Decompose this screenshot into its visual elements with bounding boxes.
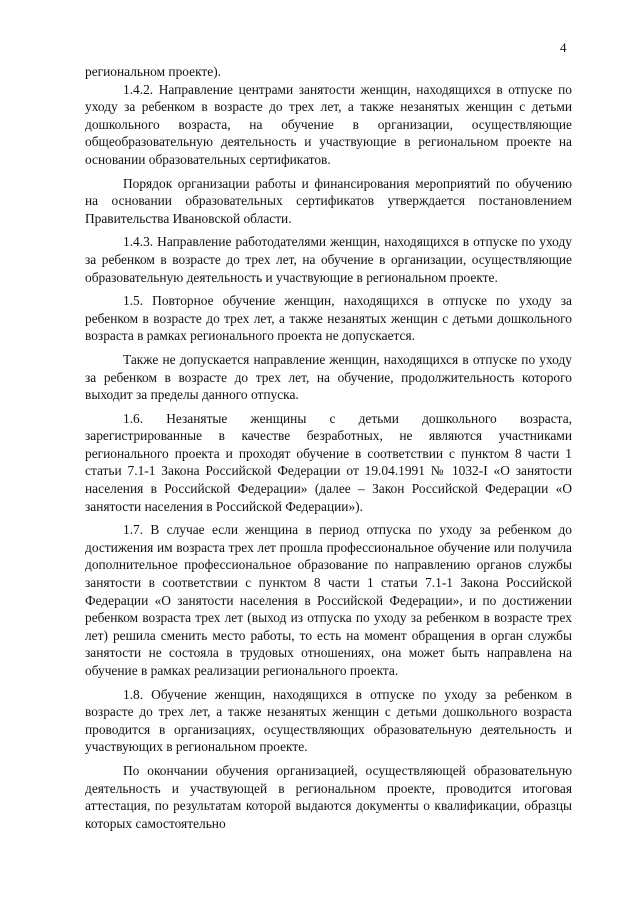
- paragraph-final-attestation: По окончании обучения организацией, осуществляющей образовательную деятельность и участвующей в региональном проекте, проводится итоговая аттестация, по результатам которой выдаются документы о квалификации, образцы которых самостоятельно: [85, 762, 572, 831]
- paragraph-1-7: 1.7. В случае если женщина в период отпуска по уходу за ребенком до достижения им возраста трех лет прошла профессиональное обучение или получила дополнительное профессиональное образование по направлению органов службы занятости в соответствии с пунктом 8 части 1 статьи 7.1-1 Закона Российской Федерации «О занятости населения в Российской Федерации», и по достижении ребенком возраста трех лет (выход из отпуска по уходу за ребенком в возрасте трех лет) решила сменить место работы, то есть на момент обращения в орган службы занятости не состояла в трудовых отношениях, она может быть направлена на обучение в рамках реализации регионального проекта.: [85, 522, 572, 678]
- page-number: 4: [560, 40, 567, 55]
- paragraph-continuation: региональном проекте).: [85, 64, 222, 79]
- paragraph-1-5: 1.5. Повторное обучение женщин, находящихся в отпуске по уходу за ребенком в возрасте до трех лет, а также незанятых женщин с детьми дошкольного возраста в рамках регионального проекта не допускается.: [85, 293, 572, 344]
- paragraph-1-6: 1.6. Незанятые женщины с детьми дошкольного возраста, зарегистрированные в качестве безработных, не являются участниками регионального проекта и проходят обучение в соответствии с пунктом 8 части 1 статьи 7.1-1 Закона Российской Федерации от 19.04.1991 № 1032-I «О занятости населения в Российской Федерации» (далее – Закон Российской Федерации «О занятости населения в Российской Федерации»).: [85, 410, 572, 514]
- paragraph-also-not-allowed: Также не допускается направление женщин, находящихся в отпуске по уходу за ребенком в возрасте до трех лет, на обучение, продолжительность которого выходит за пределы данного отпуска.: [85, 351, 572, 403]
- paragraph-1-4-2: 1.4.2. Направление центрами занятости женщин, находящихся в отпуске по уходу за ребенком в возрасте до трех лет, а также незанятых женщин с детьми дошкольного возраста, на обучение в организации, осуществляющие общеобразовательную деятельность и участвующие в региональном проекте на основании образовательных сертификатов.: [85, 81, 572, 167]
- paragraph-1-4-3: 1.4.3. Направление работодателями женщин, находящихся в отпуске по уходу за ребенком в возрасте до трех лет, на обучение в организации, осуществляющие образовательную деятельность и участвующие в региональном проекте.: [85, 234, 572, 285]
- paragraph-1-8: 1.8. Обучение женщин, находящихся в отпуске по уходу за ребенком в возрасте до трех лет, а также незанятых женщин с детьми дошкольного возраста проводится в организациях, осуществляющих образовательную деятельность и участвующих в региональном проекте.: [85, 686, 572, 755]
- paragraph-funding-procedure: Порядок организации работы и финансирования мероприятий по обучению на основании образовательных сертификатов утверждается постановлением Правительства Ивановской области.: [85, 175, 572, 226]
- document-body: [85, 63, 572, 832]
